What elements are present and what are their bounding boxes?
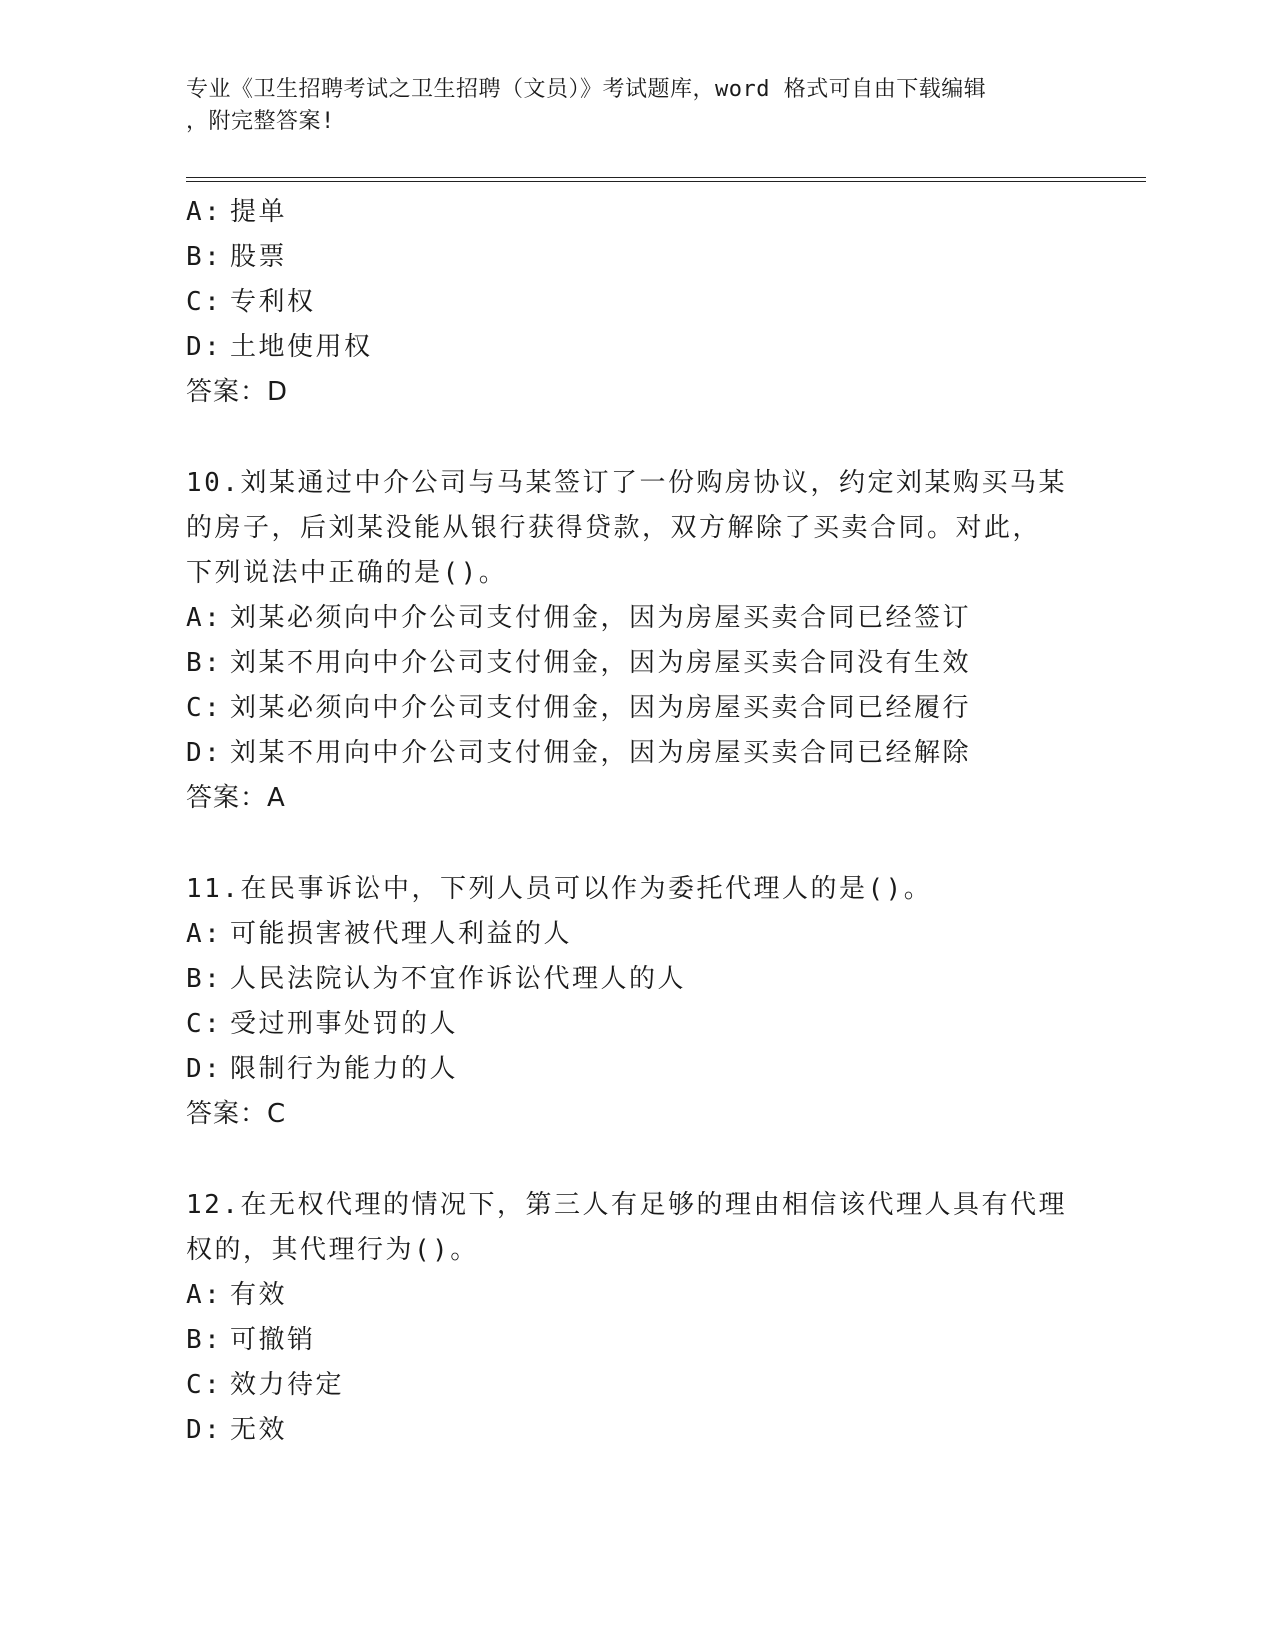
option-text: 刘某必须向中介公司支付佣金，因为房屋买卖合同已经签订	[230, 603, 972, 633]
option-letter: C:	[186, 287, 223, 317]
option-text: 专利权	[230, 287, 316, 317]
question-spacer	[186, 1137, 1146, 1183]
header-divider-bottom	[186, 181, 1146, 182]
option-text: 可能损害被代理人利益的人	[230, 919, 573, 949]
question-spacer	[186, 821, 1146, 867]
option-c	[186, 686, 1146, 731]
question-10	[186, 461, 1146, 821]
option-text: 效力待定	[230, 1370, 345, 1400]
option-letter: C:	[186, 1370, 223, 1400]
question-stem-line: 10.刘某通过中介公司与马某签订了一份购房协议，约定刘某购买马某	[186, 468, 1067, 498]
option-b	[186, 641, 1146, 686]
option-letter: D:	[186, 332, 223, 362]
answer-label: 答案：C	[186, 1099, 287, 1129]
question-stem-line: 下列说法中正确的是()。	[186, 558, 508, 588]
option-letter: D:	[186, 738, 223, 768]
option-text: 股票	[230, 242, 288, 272]
option-a	[186, 912, 1146, 957]
option-letter: B:	[186, 242, 223, 272]
question-stem-line: 12.在无权代理的情况下，第三人有足够的理由相信该代理人具有代理	[186, 1190, 1067, 1220]
option-text: 人民法院认为不宜作诉讼代理人的人	[230, 964, 687, 994]
header-divider-top	[186, 177, 1146, 178]
option-letter: D:	[186, 1415, 223, 1445]
option-letter: A:	[186, 1280, 223, 1310]
option-text: 有效	[230, 1280, 288, 1310]
document-header	[186, 74, 1086, 138]
header-line-2: ，附完整答案!	[186, 109, 335, 134]
question-list	[186, 190, 1146, 1453]
option-text: 提单	[230, 197, 288, 227]
answer-label: 答案：D	[186, 377, 289, 407]
option-d	[186, 1408, 1146, 1453]
question-11	[186, 867, 1146, 1137]
option-c	[186, 280, 1146, 325]
option-d	[186, 731, 1146, 776]
header-line-1: 专业《卫生招聘考试之卫生招聘（文员）》考试题库，word 格式可自由下载编辑	[186, 77, 987, 102]
option-c	[186, 1363, 1146, 1408]
option-a	[186, 596, 1146, 641]
option-text: 可撤销	[230, 1325, 316, 1355]
option-c	[186, 1002, 1146, 1047]
option-letter: B:	[186, 964, 223, 994]
option-text: 刘某必须向中介公司支付佣金，因为房屋买卖合同已经履行	[230, 693, 972, 723]
option-a	[186, 190, 1146, 235]
option-letter: A:	[186, 603, 223, 633]
option-text: 受过刑事处罚的人	[230, 1009, 459, 1039]
question-9	[186, 190, 1146, 415]
option-d	[186, 1047, 1146, 1092]
option-text: 刘某不用向中介公司支付佣金，因为房屋买卖合同已经解除	[230, 738, 972, 768]
question-spacer	[186, 415, 1146, 461]
option-letter: C:	[186, 693, 223, 723]
question-stem-line: 的房子，后刘某没能从银行获得贷款，双方解除了买卖合同。对此，	[186, 513, 1042, 543]
option-text: 限制行为能力的人	[230, 1054, 459, 1084]
option-letter: B:	[186, 1325, 223, 1355]
question-stem-line: 权的，其代理行为()。	[186, 1235, 479, 1265]
question-stem-line: 11.在民事诉讼中，下列人员可以作为委托代理人的是()。	[186, 874, 933, 904]
option-b	[186, 1318, 1146, 1363]
option-letter: C:	[186, 1009, 223, 1039]
option-a	[186, 1273, 1146, 1318]
option-text: 土地使用权	[230, 332, 373, 362]
question-12	[186, 1183, 1146, 1453]
answer-label: 答案：A	[186, 783, 286, 813]
option-text: 刘某不用向中介公司支付佣金，因为房屋买卖合同没有生效	[230, 648, 972, 678]
option-b	[186, 235, 1146, 280]
option-d	[186, 325, 1146, 370]
option-text: 无效	[230, 1415, 288, 1445]
option-letter: A:	[186, 197, 223, 227]
option-letter: D:	[186, 1054, 223, 1084]
option-letter: B:	[186, 648, 223, 678]
option-letter: A:	[186, 919, 223, 949]
option-b	[186, 957, 1146, 1002]
